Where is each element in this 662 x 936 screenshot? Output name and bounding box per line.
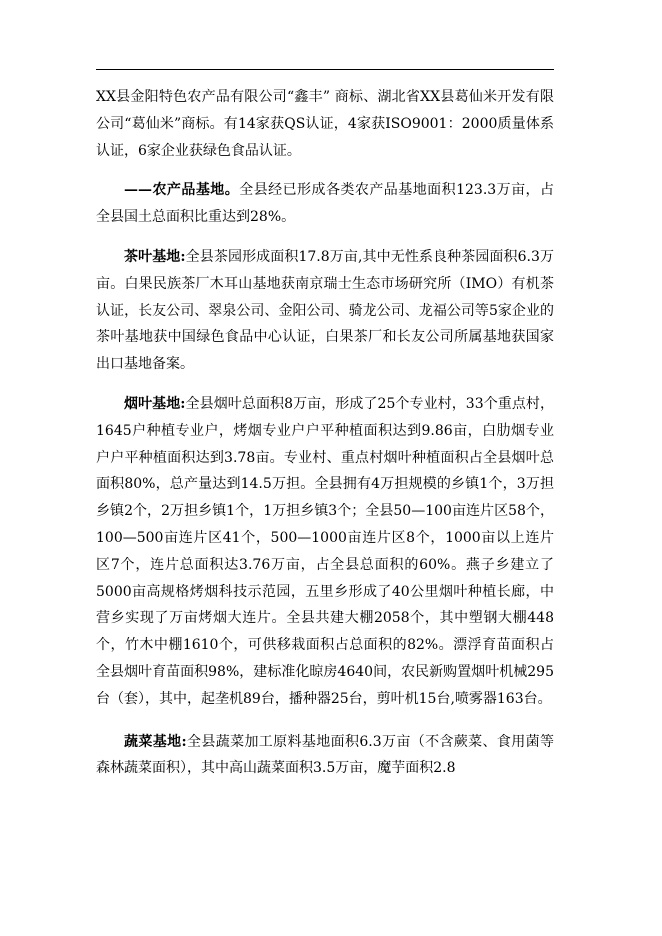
tobacco-base-text: 全县烟叶总面积8万亩，形成了25个专业村，33个重点村，1645户种植专业户，烤烟专业户户平种植面积达到9.86亩，白肋烟专业户户平种植面积达到3.78亩。专业村、重点村烟叶种植面积占全县烟叶总面积80%，总产量达到14.5万担。全县拥有4万担规模的乡镇1个，3万担乡镇2个，2万担乡镇1个，1万担乡镇3个；全县50—100亩连片区58个，100—500亩连片区41个，500—1000亩连片区8个，1000亩以上连片区7个，连片总面积达3.76万亩，占全县总面积的60%。燕子乡建立了5000亩高规格烤烟科技示范园，五里乡形成了40公里烟叶种植长廊，中营乡实现了万亩烤烟大连片。全县共建大棚2058个，其中塑钢大棚448个，竹木中棚1610个，可供移栽面积占总面积的82%。漂浮育苗面积占全县烟叶育苗面积98%，建标准化晾房4640间，农民新购置烟叶机械295台（套），其中，起垄机89台，播种器25台，剪叶机15台,喷雾器163台。 (96, 395, 554, 707)
agri-base-paragraph (96, 177, 554, 231)
agri-base-text: 全县经已形成各类农产品基地面积123.3万亩，占全县国土总面积比重达到28%。 (96, 182, 555, 226)
tea-base-lead: 茶叶基地: (124, 248, 186, 265)
vegetable-base-text: 全县蔬菜加工原料基地面积6.3万亩（不含蕨菜、食用菌等森林蔬菜面积），其中高山蔬菜面积3.5万亩，魔芋面积2.8 (96, 733, 554, 777)
tea-base-text: 全县茶园形成面积17.8万亩,其中无性系良种茶园面积6.3万亩。白果民族茶厂木耳山基地获南京瑞士生态市场研究所（IMO）有机茶认证，长友公司、翠泉公司、金阳公司、骑龙公司、龙福公司等5家企业的茶叶基地获中国绿色食品中心认证，白果茶厂和长友公司所属基地获国家出口基地备案。 (96, 248, 554, 373)
tobacco-base-paragraph (96, 391, 554, 713)
header-rule (96, 69, 554, 70)
vegetable-base-paragraph (96, 729, 554, 783)
agri-base-lead: ——农产品基地。 (124, 182, 240, 199)
tobacco-base-lead: 烟叶基地: (124, 395, 186, 412)
intro-paragraph: XX县金阳特色农产品有限公司“鑫丰” 商标、湖北省XX县葛仙米开发有限公司“葛仙米”商标。有14家获QS认证，4家获ISO9001：2000质量体系认证，6家企业获绿色食品认证。 (96, 89, 554, 159)
document-body (96, 84, 554, 782)
tea-base-paragraph (96, 244, 554, 378)
vegetable-base-lead: 蔬菜基地: (124, 733, 187, 750)
